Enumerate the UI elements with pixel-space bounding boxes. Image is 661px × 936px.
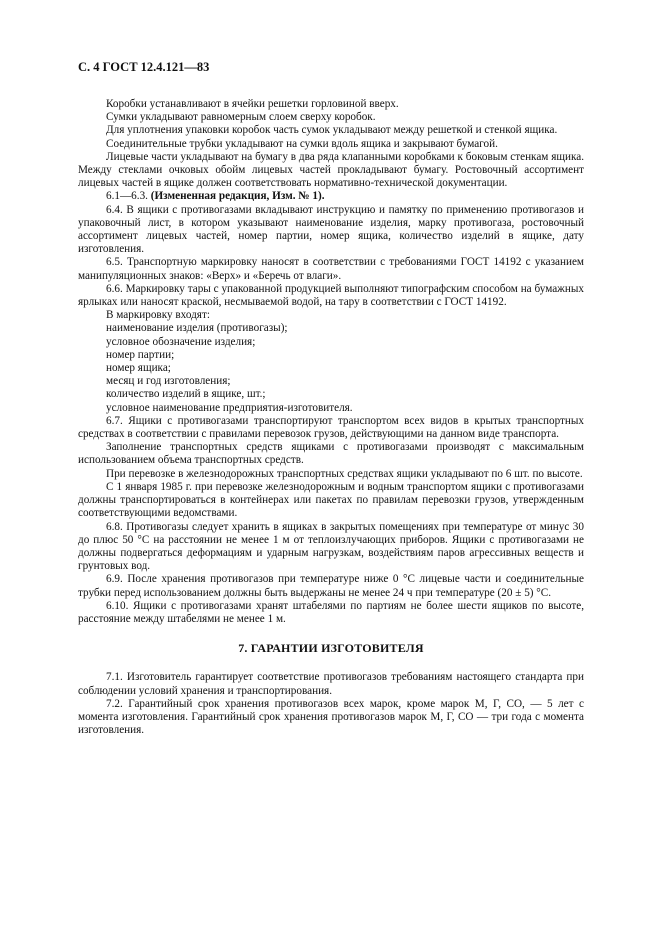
paragraph: Заполнение транспортных средств ящиками с противогазами производят с максимальным использованием объема транспортных средств. [78, 441, 584, 467]
paragraph: 7.2. Гарантийный срок хранения противогазов всех марок, кроме марок М, Г, СО, — 5 лет с момента изготовления. Гарантийный срок хранения противогазов марок М, Г, СО — три года с момента изготовления. [78, 697, 584, 737]
paragraph: 6.4. В ящики с противогазами вкладывают инструкцию и памятку по применению противогазов и упаковочный лист, в котором указывают наименование изделия, марку противогаза, ростовочный ассортимент лицевых частей, номер партии, номер ящика, количество изделий в ящике, дату изготовления. [78, 203, 584, 256]
paragraph: Сумки укладывают равномерным слоем сверху коробок. [106, 111, 376, 124]
paragraph: Для уплотнения упаковки коробок часть сумок укладывают между решеткой и стенкой ящика. [106, 124, 558, 137]
list-item: номер ящика; [106, 362, 171, 375]
list-item: наименование изделия (противогазы); [106, 322, 288, 335]
list-item: условное наименование предприятия-изготовителя. [106, 401, 353, 414]
paragraph: С 1 января 1985 г. при перевозке железнодорожным и водным транспортом ящики с противогазами должны транспортироваться в контейнерах или пакетах по правилам перевозки грузов, утвержденным соответствующими ведомствами. [78, 480, 584, 520]
section-title: 7. ГАРАНТИИ ИЗГОТОВИТЕЛЯ [238, 641, 424, 656]
paragraph: Лицевые части укладывают на бумагу в два ряда клапанными коробками к боковым стенкам ящика. Между стеклами очковых обойм лицевых частей прокладывают бумагу. Ростовочный ассортимент лицевых частей в ящике должен соответствовать нормативно-технической документации. [78, 150, 584, 190]
amendment-prefix: 6.1—6.3. [106, 190, 151, 203]
paragraph: 6.9. После хранения противогазов при температуре ниже 0 °С лицевые части и соединительные трубки перед использованием должны быть выдержаны не менее 24 ч при температуре (20 ± 5) °С. [78, 573, 584, 599]
document-body [78, 98, 584, 737]
amendment-note [78, 190, 584, 203]
marking-list [78, 322, 584, 414]
paragraph: Соединительные трубки укладывают на сумки вдоль ящика и закрывают бумагой. [106, 137, 498, 150]
amendment-bold: (Измененная редакция, Изм. № 1). [150, 190, 325, 203]
paragraph: 6.8. Противогазы следует хранить в ящиках в закрытых помещениях при температуре от минус 30 до плюс 50 °С на расстоянии не менее 1 м от теплоизлучающих приборов. Ящики с противогазами не должны подвергаться деформациям и ударным нагрузкам, воздействиям паров агрессивных веществ и грунтовых вод. [78, 520, 584, 573]
paragraph: Коробки устанавливают в ячейки решетки горловиной вверх. [106, 98, 399, 110]
list-item: номер партии; [106, 348, 175, 361]
paragraph: При перевозке в железнодорожных транспортных средствах ящики укладывают по 6 шт. по высоте. [106, 467, 583, 480]
list-item: условное обозначение изделия; [106, 335, 256, 348]
paragraph: 7.1. Изготовитель гарантирует соответствие противогазов требованиям настоящего стандарта при соблюдении условий хранения и транспортирования. [78, 671, 584, 697]
list-item: месяц и год изготовления; [106, 375, 231, 388]
paragraph: 6.6. Маркировку тары с упакованной продукцией выполняют типографским способом на бумажных ярлыках или наносят краской, несмываемой водой, на тару в соответствии с ГОСТ 14192. [78, 282, 584, 309]
page-header: С. 4 ГОСТ 12.4.121—83 [78, 60, 210, 74]
paragraph: В маркировку входят: [106, 309, 210, 322]
paragraph: 6.5. Транспортную маркировку наносят в соответствии с требованиями ГОСТ 14192 с указанием манипуляционных знаков: «Верх» и «Беречь от влаги». [78, 256, 584, 282]
list-item: количество изделий в ящике, шт.; [106, 388, 266, 401]
paragraph: 6.10. Ящики с противогазами хранят штабелями по партиям не более шести ящиков по высоте, расстояние между штабелями не менее 1 м. [78, 599, 584, 625]
paragraph: 6.7. Ящики с противогазами транспортируют транспортом всех видов в крытых транспортных средствах в соответствии с правилами перевозок грузов, действующими на данном виде транспорта. [78, 414, 584, 441]
